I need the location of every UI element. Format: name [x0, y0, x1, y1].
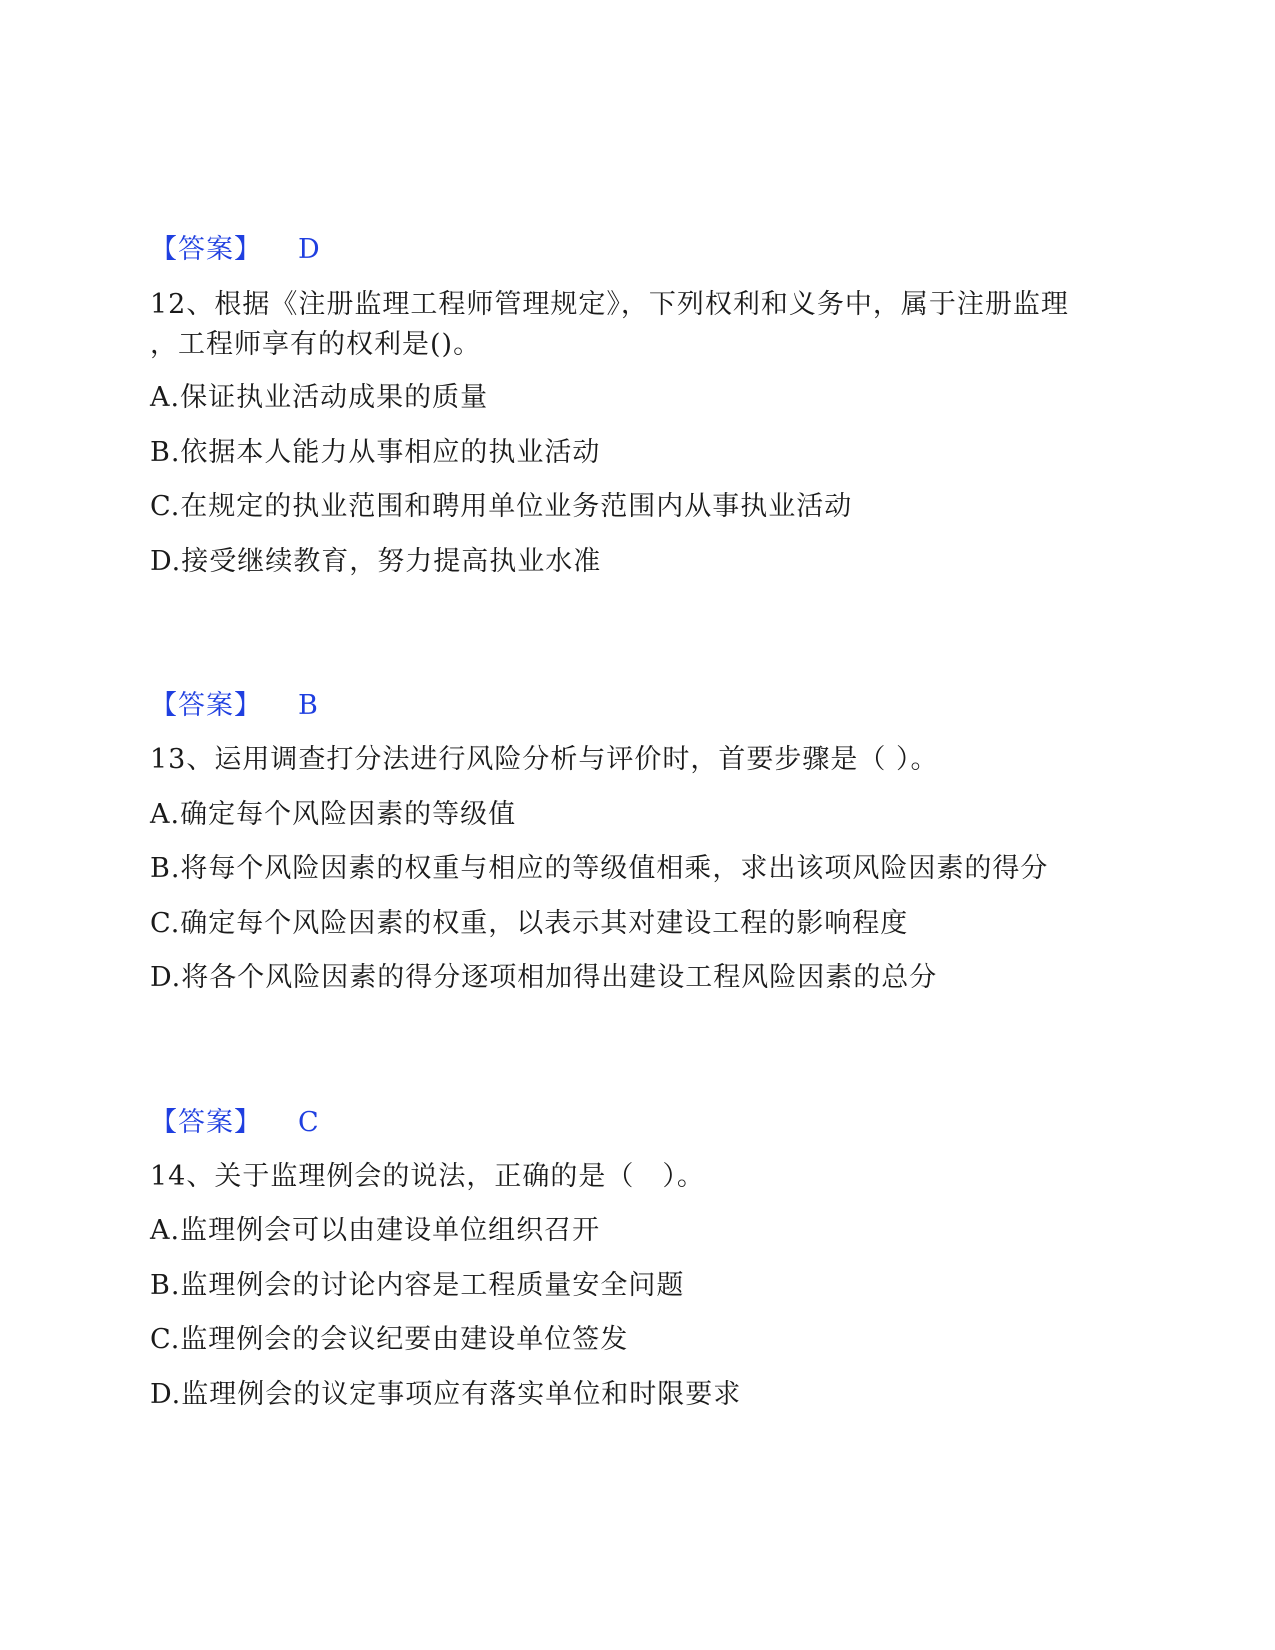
answer-line-q13	[150, 1106, 320, 1140]
answer-value: D	[298, 234, 321, 265]
question-14-option-d: D.监理例会的议定事项应有落实单位和时限要求	[150, 1379, 742, 1410]
question-13-text-line1: 13、运用调查打分法进行风险分析与评价时，首要步骤是（ ）。	[150, 744, 939, 775]
question-12-option-a: A.保证执业活动成果的质量	[150, 382, 489, 413]
answer-label: 【答案】	[150, 234, 262, 265]
question-14-option-a: A.监理例会可以由建设单位组织召开	[150, 1215, 601, 1246]
question-13-option-c: C.确定每个风险因素的权重，以表示其对建设工程的影响程度	[150, 908, 909, 939]
question-12-option-c: C.在规定的执业范围和聘用单位业务范围内从事执业活动	[150, 491, 853, 522]
question-12-text-line2: ，工程师享有的权利是()。	[150, 329, 482, 360]
answer-label: 【答案】	[150, 1107, 262, 1138]
question-12-option-d: D.接受继续教育，努力提高执业水准	[150, 546, 602, 577]
question-14-option-b: B.监理例会的讨论内容是工程质量安全问题	[150, 1270, 685, 1301]
question-14-option-c: C.监理例会的会议纪要由建设单位签发	[150, 1324, 629, 1355]
question-12-option-b: B.依据本人能力从事相应的执业活动	[150, 437, 601, 468]
answer-value: B	[298, 690, 319, 721]
answer-line-q12	[150, 689, 319, 723]
question-13-option-d: D.将各个风险因素的得分逐项相加得出建设工程风险因素的总分	[150, 962, 938, 993]
answer-line-q11	[150, 233, 321, 267]
question-13-option-a: A.确定每个风险因素的等级值	[150, 799, 517, 830]
answer-value: C	[298, 1107, 320, 1138]
question-14-text-line1: 14、关于监理例会的说法，正确的是（ ）。	[150, 1161, 705, 1192]
question-12-text-line1: 12、根据《注册监理工程师管理规定》，下列权利和义务中，属于注册监理	[150, 289, 1069, 320]
question-13-option-b: B.将每个风险因素的权重与相应的等级值相乘，求出该项风险因素的得分	[150, 853, 1049, 884]
answer-label: 【答案】	[150, 690, 262, 721]
